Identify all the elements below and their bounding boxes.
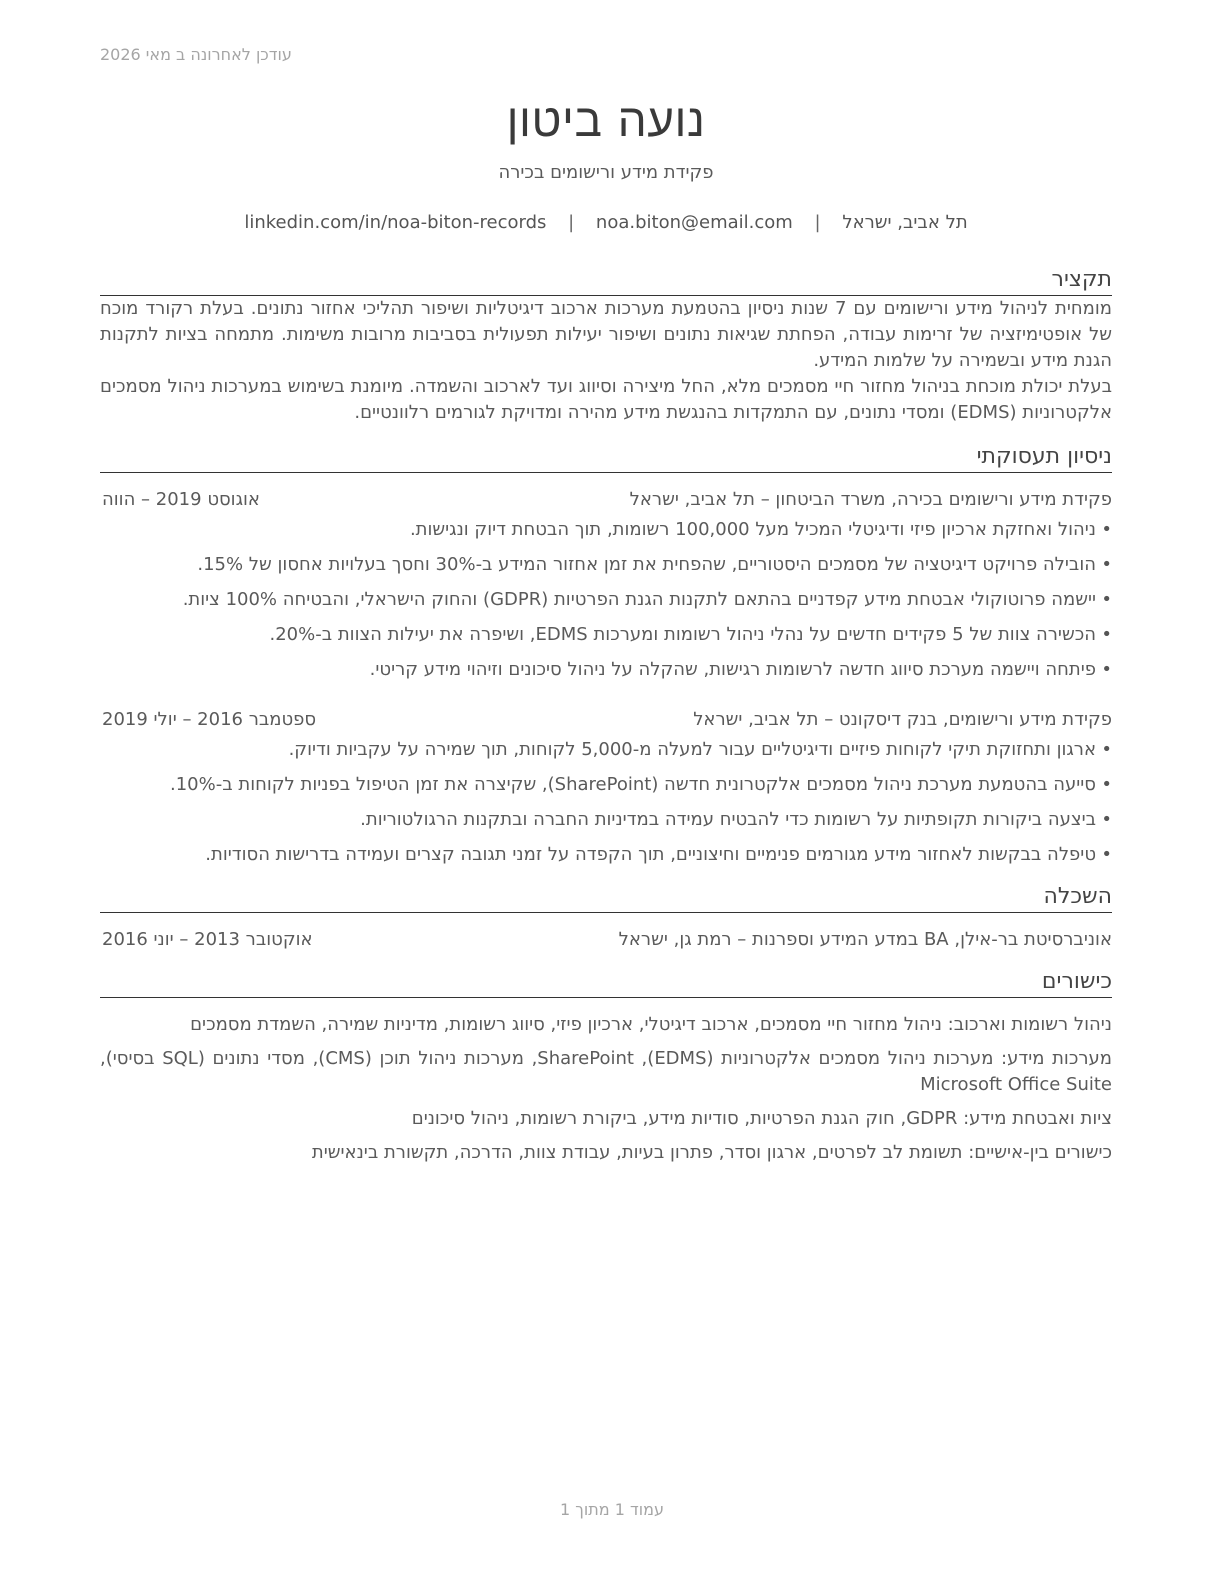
skills-heading: כישורים	[100, 967, 1112, 998]
resume-page	[100, 0, 1112, 1166]
candidate-title: פקידת מידע ורישומים בכירה	[498, 162, 714, 183]
list-item: • טיפלה בבקשות לאחזור מידע מגורמים פנימיים וחיצוניים, תוך הקפדה על זמני תגובה קצרים ועמידה בדרישות הסודיות.	[100, 842, 1112, 868]
experience-heading: ניסיון תעסוקתי	[100, 442, 1112, 473]
job-header	[100, 487, 1112, 513]
list-item: • הכשירה צוות של 5 פקידים חדשים על נהלי ניהול רשומות ומערכות EDMS, ושיפרה את יעילות הצוות ב-20%.	[100, 622, 1112, 648]
skill-line: ציות ואבטחת מידע: GDPR, חוק הגנת הפרטיות, סודיות מידע, ביקורת רשומות, ניהול סיכונים	[411, 1108, 1112, 1129]
education-heading: השכלה	[100, 882, 1112, 913]
contact-separator: |	[814, 212, 821, 233]
job-dates: אוגוסט 2019 – הווה	[102, 489, 260, 510]
contact-line	[100, 211, 1112, 235]
page-number: עמוד 1 מתוך 1	[560, 1500, 664, 1519]
list-item: • פיתחה ויישמה מערכת סיווג חדשה לרשומות רגישות, שהקלה על ניהול סיכונים וזיהוי מידע קריטי.	[100, 657, 1112, 683]
job-role: פקידת מידע ורישומים בכירה, משרד הביטחון – תל אביב, ישראל	[629, 489, 1112, 510]
skill-line: ניהול רשומות וארכוב: ניהול מחזור חיי מסמכים, ארכוב דיגיטלי, ארכיון פיזי, סיווג רשומות, מדיניות שמירה, השמדת מסמכים	[190, 1014, 1112, 1035]
list-item: • ביצעה ביקורות תקופתיות על רשומות כדי להבטיח עמידה במדיניות החברה ובתקנות הרגולטוריות.	[100, 807, 1112, 833]
education-entry	[100, 927, 1112, 953]
skill-line: מערכות מידע: מערכות ניהול מסמכים אלקטרוניות (EDMS), SharePoint, מערכות ניהול תוכן (CMS), מסדי נתונים (SQL בסיסי), Microsoft Office Suite	[100, 1048, 1112, 1095]
summary-heading: תקציר	[100, 265, 1112, 296]
list-item: • סייעה בהטמעת מערכת ניהול מסמכים אלקטרונית חדשה (SharePoint), שקיצרה את זמן הטיפול בפניות לקוחות ב-10%.	[100, 772, 1112, 798]
list-item: • ארגון ותחזוקת תיקי לקוחות פיזיים ודיגיטליים עבור למעלה מ-5,000 לקוחות, תוך שמירה על עקביות ודיוק.	[100, 737, 1112, 763]
summary-paragraph: בעלת יכולת מוכחת בניהול מחזור חיי מסמכים מלא, החל מיצירה וסיווג ועד לארכוב והשמדה. מיומנת בשימוש במערכות ניהול מסמכים אלקטרוניות (EDMS) ומסדי נתונים, עם התמקדות בהנגשת מידע מהירה ומדויקת לגורמים רלוונטיים.	[100, 376, 1112, 423]
contact-linkedin-link[interactable]: linkedin.com/in/noa-biton-records	[244, 212, 547, 233]
candidate-name: נועה ביטון	[506, 93, 706, 147]
job-bullets	[100, 737, 1112, 868]
job-dates: ספטמבר 2016 – יולי 2019	[102, 709, 317, 730]
education-institution: אוניברסיטת בר-אילן, BA במדע המידע וספרנות – רמת גן, ישראל	[618, 929, 1112, 950]
list-item: • ניהול ואחזקת ארכיון פיזי ודיגיטלי המכיל מעל 100,000 רשומות, תוך הבטחת דיוק ונגישות.	[100, 517, 1112, 543]
list-item: • יישמה פרוטוקולי אבטחת מידע קפדניים בהתאם לתקנות הגנת הפרטיות (GDPR) והחוק הישראלי, והבטיחה 100% ציות.	[100, 587, 1112, 613]
job-bullets	[100, 517, 1112, 683]
job-role: פקידת מידע ורישומים, בנק דיסקונט – תל אביב, ישראל	[693, 709, 1112, 730]
summary-paragraph: מומחית לניהול מידע ורישומים עם 7 שנות ניסיון בהטמעת מערכות ארכוב דיגיטליות ושיפור תהליכי אחזור נתונים. בעלת רקורד מוכח של אופטימיזציה של זרימות עבודה, הפחתת שגיאות נתונים ושיפור יעילות תפעולית בסביבות מרובות משימות. מתמחה בציות לתקנות הגנת מידע ובשמירה על שלמות המידע.	[100, 298, 1113, 371]
list-item: • הובילה פרויקט דיגיטציה של מסמכים היסטוריים, שהפחית את זמן אחזור המידע ב-30% וחסך בעלויות אחסון של 15%.	[100, 552, 1112, 578]
contact-email-link[interactable]: noa.biton@email.com	[595, 212, 793, 233]
education-dates: אוקטובר 2013 – יוני 2016	[102, 929, 313, 950]
contact-location: תל אביב, ישראל	[842, 212, 968, 233]
last-updated-note: עודכן לאחרונה ב מאי 2026	[100, 45, 292, 64]
job-header	[100, 707, 1112, 733]
contact-separator: |	[568, 212, 575, 233]
skill-line: כישורים בין-אישיים: תשומת לב לפרטים, ארגון וסדר, פתרון בעיות, עבודת צוות, הדרכה, תקשורת בינאישית	[311, 1142, 1112, 1163]
